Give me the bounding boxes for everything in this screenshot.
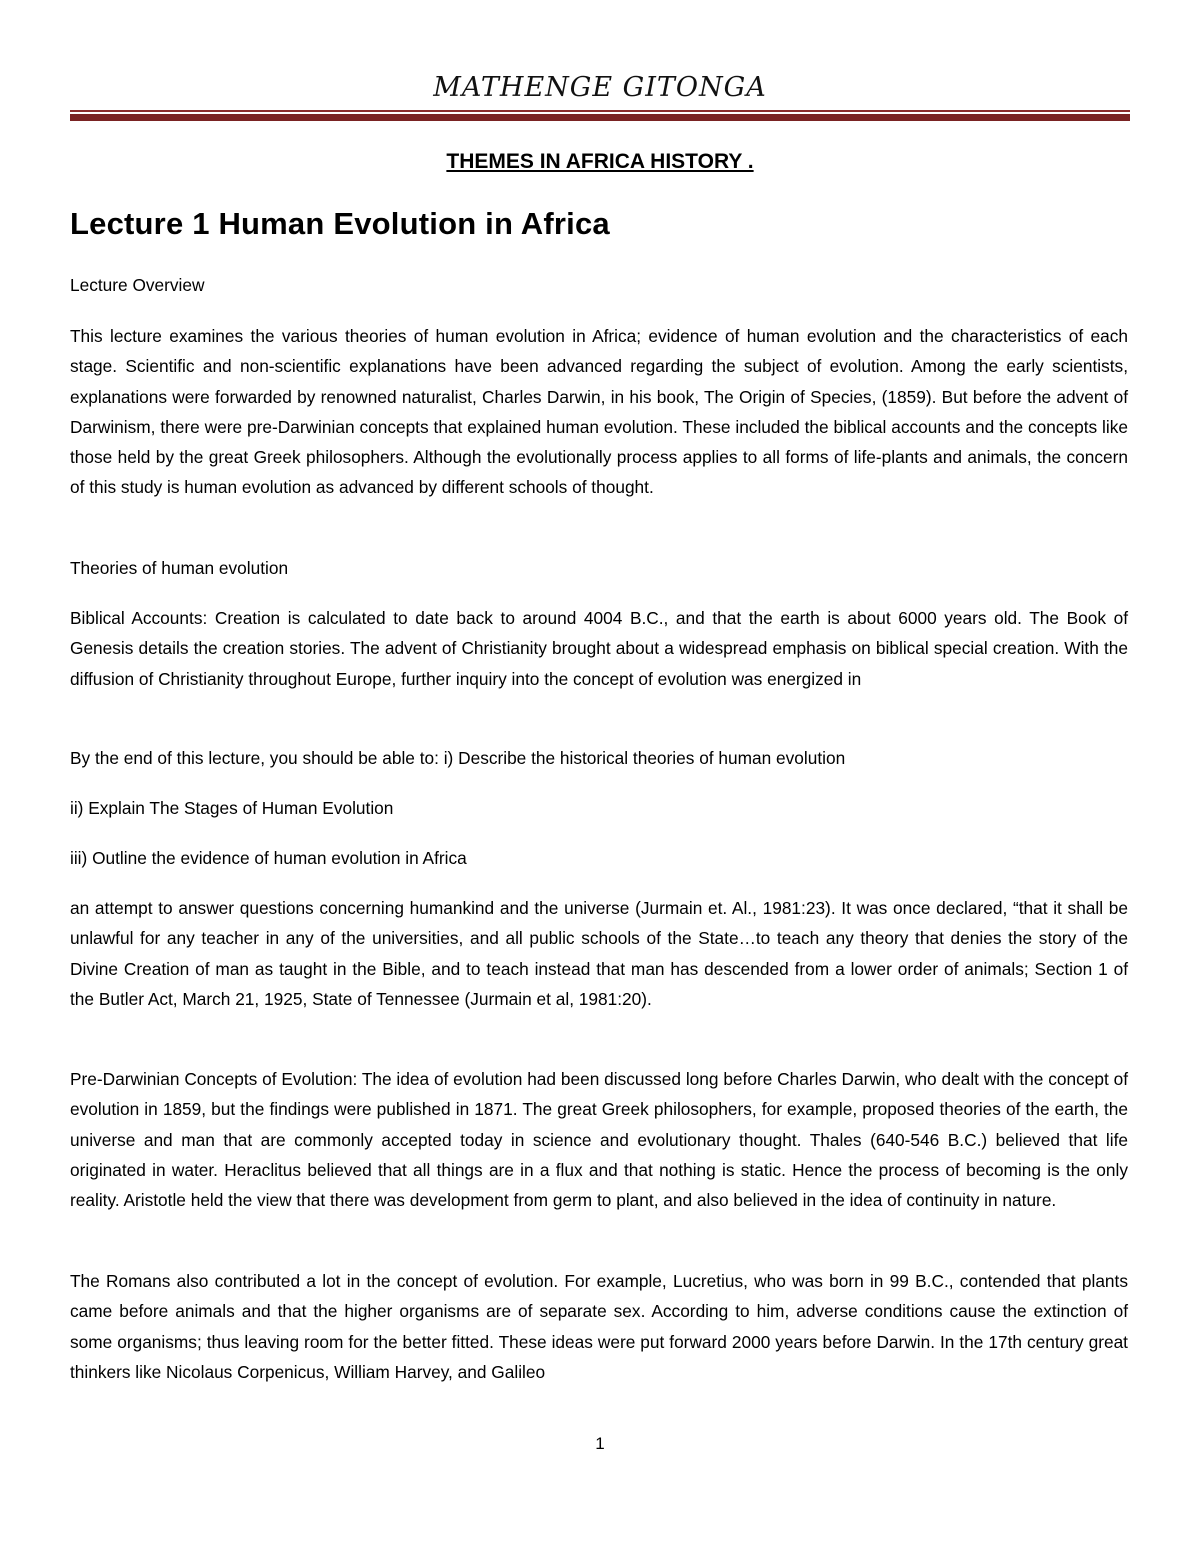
document-title: THEMES IN AFRICA HISTORY .	[446, 150, 754, 173]
page-number: 1	[595, 1434, 605, 1453]
romans-paragraph: The Romans also contributed a lot in the concept of evolution. For example, Lucretius, who was born in 99 B.C., contended that plants came before animals and that the higher organisms are of separate sex. According to him, adverse conditions cause the extinction of some organisms; thus leaving room for the better fitted. These ideas were put forward 2000 years before Darwin. In the 17th century great thinkers like Nicolaus Corpenicus, William Harvey, and Galileo	[70, 1271, 1128, 1382]
objective-item-2: ii) Explain The Stages of Human Evolution	[70, 798, 394, 818]
pre-darwinian-paragraph: Pre-Darwinian Concepts of Evolution: The idea of evolution had been discussed long before Charles Darwin, who dealt with the concept of evolution in 1859, but the findings were published in 1871. The great Greek philosophers, for example, proposed theories of the earth, the universe and man that are commonly accepted today in science and evolutionary thought. Thales (640-546 B.C.) believed that life originated in water. Heraclitus believed that all things are in a flux and that nothing is static. Hence the process of becoming is the only reality. Aristotle held the view that there was development from germ to plant, and also believed in the idea of continuity in nature.	[70, 1069, 1128, 1211]
lecture-heading: Lecture 1 Human Evolution in Africa	[70, 206, 610, 241]
header-divider	[70, 110, 1130, 123]
objective-item-3: iii) Outline the evidence of human evolution in Africa	[70, 848, 467, 868]
theories-label: Theories of human evolution	[70, 558, 289, 578]
butler-act-paragraph: an attempt to answer questions concerning humankind and the universe (Jurmain et. Al., 1981:23). It was once declared, “that it shall be unlawful for any teacher in any of the universities, and all public schools of the State…to teach any theory that denies the story of the Divine Creation of man as taught in the Bible, and to teach instead that man has descended from a lower order of animals; Section 1 of the Butler Act, March 21, 1925, State of Tennessee (Jurmain et al, 1981:20).	[70, 898, 1128, 1009]
overview-paragraph: This lecture examines the various theories of human evolution in Africa; evidence of human evolution and the characteristics of each stage. Scientific and non-scientific explanations have been advanced regarding the subject of evolution. Among the early scientists, explanations were forwarded by renowned naturalist, Charles Darwin, in his book, The Origin of Species, (1859). But before the advent of Darwinism, there were pre-Darwinian concepts that explained human evolution. These included the biblical accounts and the concepts like those held by the great Greek philosophers. Although the evolutionally process applies to all forms of life-plants and animals, the concern of this study is human evolution as advanced by different schools of thought.	[70, 326, 1128, 498]
header-author-name: MATHENGE GITONGA	[433, 72, 767, 103]
overview-label: Lecture Overview	[70, 275, 205, 295]
objective-item-1: By the end of this lecture, you should be able to: i) Describe the historical theories of human evolution	[70, 748, 846, 768]
biblical-accounts-paragraph: Biblical Accounts: Creation is calculated to date back to around 4004 B.C., and that the earth is about 6000 years old. The Book of Genesis details the creation stories. The advent of Christianity brought about a widespread emphasis on biblical special creation. With the diffusion of Christianity throughout Europe, further inquiry into the concept of evolution was energized in	[70, 608, 1128, 689]
